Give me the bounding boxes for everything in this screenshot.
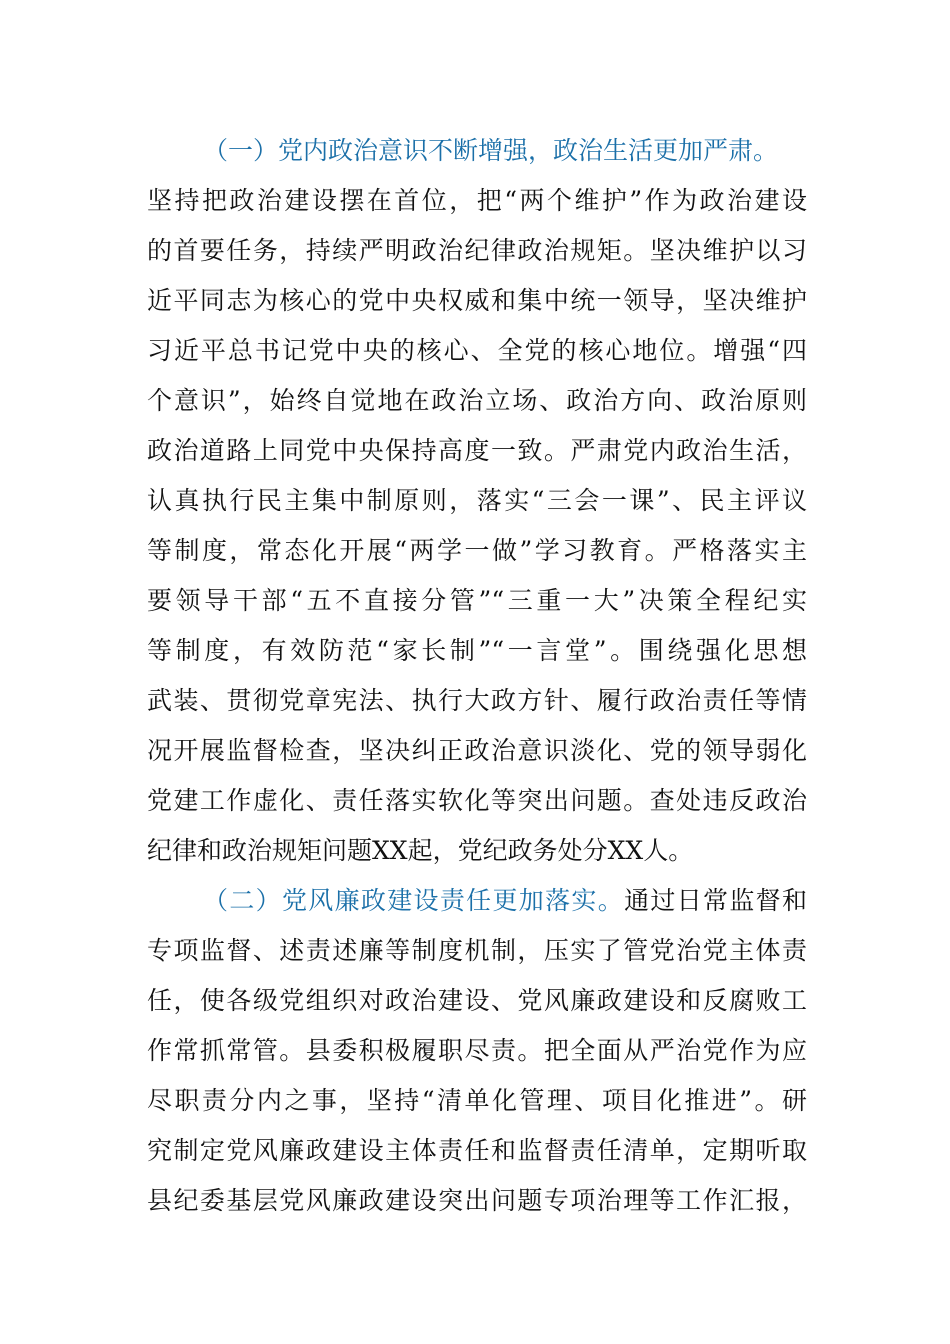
section-2-line: 作常抓常管。县委积极履职尽责。把全面从严治党作为应 xyxy=(147,1036,807,1065)
document-page xyxy=(147,126,807,1226)
section-1-line: 认真执行民主集中制原则，落实“三会一课”、民主评议 xyxy=(147,486,807,515)
section-1-line: 政治道路上同党中央保持高度一致。严肃党内政治生活， xyxy=(147,436,807,465)
section-1-line: 坚持把政治建设摆在首位，把“两个维护”作为政治建设 xyxy=(147,186,807,215)
section-1-heading: （一）党内政治意识不断增强，政治生活更加严肃。 xyxy=(203,136,779,165)
section-1-line: 武装、贯彻党章宪法、执行大政方针、履行政治责任等情 xyxy=(147,686,807,715)
section-1-line: 个意识”，始终自觉地在政治立场、政治方向、政治原则 xyxy=(147,386,807,415)
section-1-line: 要领导干部“五不直接分管”“三重一大”决策全程纪实 xyxy=(147,586,807,615)
section-2-heading: （二）党风廉政建设责任更加落实。 xyxy=(203,886,625,915)
section-2-first-line-rest: 通过日常监督和 xyxy=(624,886,807,915)
section-1-line: 况开展监督检查，坚决纠正政治意识淡化、党的领导弱化 xyxy=(147,736,807,765)
section-2-line: 专项监督、述责述廉等制度机制，压实了管党治党主体责 xyxy=(147,936,807,965)
section-1-line: 习近平总书记党中央的核心、全党的核心地位。增强“四 xyxy=(147,336,807,365)
section-2-first-line xyxy=(147,876,807,926)
section-2-line: 县纪委基层党风廉政建设突出问题专项治理等工作汇报， xyxy=(147,1186,807,1215)
section-2-line: 任，使各级党组织对政治建设、党风廉政建设和反腐败工 xyxy=(147,986,807,1015)
section-1-line: 党建工作虚化、责任落实软化等突出问题。查处违反政治 xyxy=(147,786,807,815)
section-1-line: 等制度，常态化开展“两学一做”学习教育。严格落实主 xyxy=(147,536,807,565)
section-2-line: 尽职责分内之事，坚持“清单化管理、项目化推进”。研 xyxy=(147,1086,807,1115)
section-2-line: 究制定党风廉政建设主体责任和监督责任清单，定期听取 xyxy=(147,1136,807,1165)
section-1-line: 等制度，有效防范“家长制”“一言堂”。围绕强化思想 xyxy=(147,636,807,665)
section-1-line: 纪律和政治规矩问题XX起，党纪政务处分XX人。 xyxy=(147,836,694,865)
section-1-line: 的首要任务，持续严明政治纪律政治规矩。坚决维护以习 xyxy=(147,236,807,265)
section-1-line: 近平同志为核心的党中央权威和集中统一领导，坚决维护 xyxy=(147,286,807,315)
